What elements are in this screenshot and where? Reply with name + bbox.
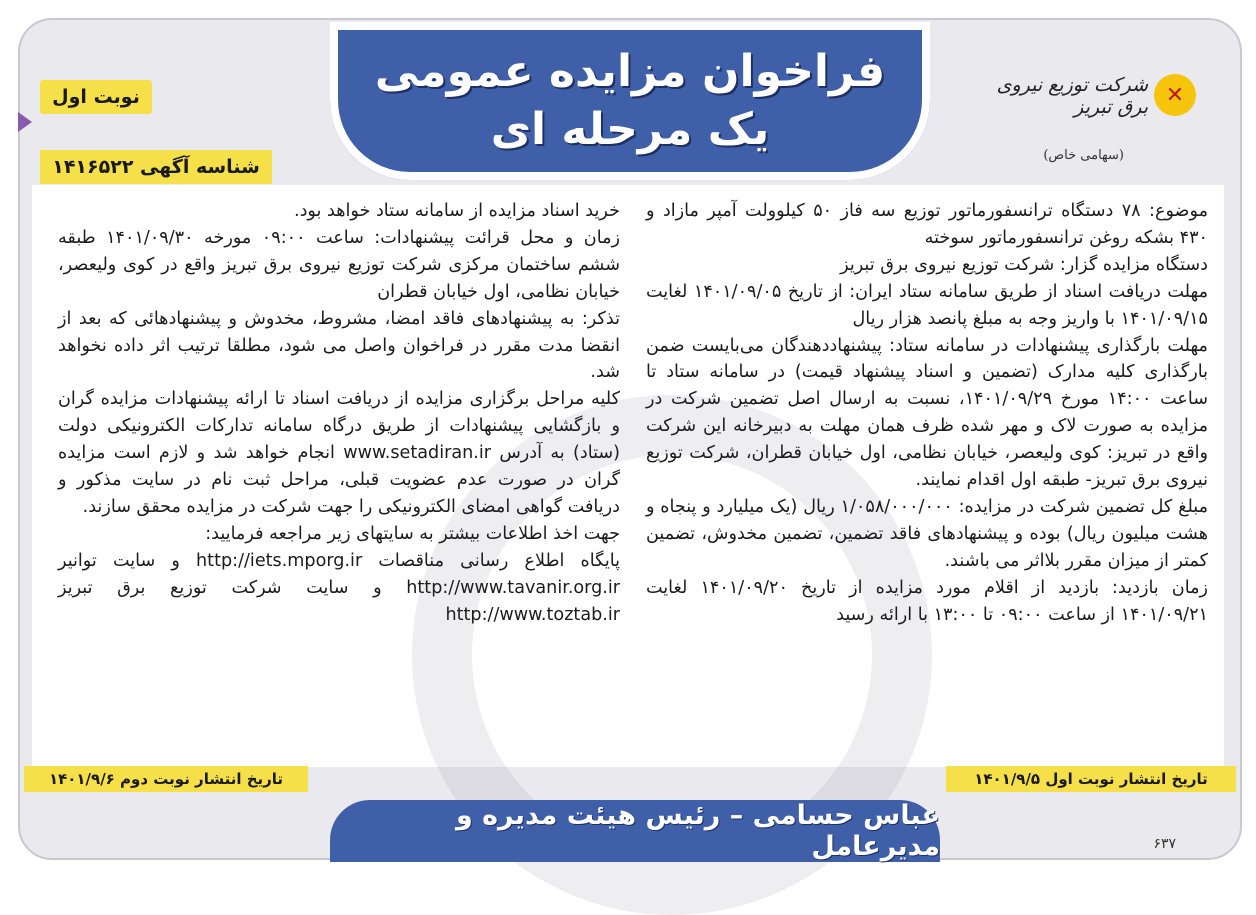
logo-company-type: (سهامی خاص)	[1043, 148, 1124, 163]
left-column	[58, 198, 620, 629]
paragraph-more-info: جهت اخذ اطلاعات بیشتر به سایتهای زیر مراجعه فرمایید:	[205, 523, 620, 544]
logo-company-name: شرکت توزیع نیروی برق تبریز	[996, 74, 1148, 118]
paragraph-websites: پایگاه اطلاع رسانی مناقصات http://iets.mporg.ir و سایت توانیر http://www.tavanir.org.ir و سایت شرکت توزیع برق تبریز http://www.toztab.ir	[58, 550, 620, 625]
paragraph-opening: زمان و محل قرائت پیشنهادات: ساعت ۰۹:۰۰ مورخه ۱۴۰۱/۰۹/۳۰ طبقه ششم ساختمان مرکزی شرکت توزیع نیروی برق تبریز واقع در کوی ولیعصر، خیابان نظامی، اول خیابان قطران	[58, 227, 620, 302]
paragraph-notice: تذکر: به پیشنهادهای فاقد امضا، مشروط، مخدوش و پیشنهادهائی که بعد از انقضا مدت مقرر در فراخوان واصل می شود، مطلقا ترتیب اثر داده نخواهد شد.	[58, 308, 620, 383]
signature-banner	[330, 800, 940, 862]
notice-id-badge: شناسه آگهی ۱۴۱۶۵۲۲	[40, 150, 272, 184]
title-line-1: فراخوان مزایده عمومی	[374, 46, 886, 97]
date-first-publication: تاریخ انتشار نوبت اول ۱۴۰۱/۹/۵	[946, 766, 1236, 792]
right-column	[646, 198, 1208, 629]
paragraph-visit-time: زمان بازدید: بازدید از اقلام مورد مزایده از تاریخ ۱۴۰۱/۰۹/۲۰ لغایت ۱۴۰۱/۰۹/۲۱ از ساعت ۰۹:۰۰ تا ۱۳:۰۰ با ارائه رسید	[646, 577, 1208, 625]
title-line-2: یک مرحله ای	[490, 104, 770, 155]
paragraph-purchase: خرید اسناد مزایده از سامانه ستاد خواهد بود.	[294, 201, 620, 221]
paragraph-subject: موضوع: ۷۸ دستگاه ترانسفورماتور توزیع سه فاز ۵۰ کیلوولت آمپر مازاد و ۴۳۰ بشکه روغن ترانسفورماتور سوخته	[646, 201, 1208, 248]
company-logo	[994, 70, 1204, 180]
paragraph-guarantee: مبلغ کل تضمین شرکت در مزایده: ۱/۰۵۸/۰۰۰/۰۰۰ ریال (یک میلیارد و پنجاه و هشت میلیون ریال) بوده و پیشنهادهای فاقد تضمین، تضمین مخدوش، تضمین کمتر از میزان مقرر بلااثر می باشند.	[646, 496, 1209, 571]
paragraph-organizer: دستگاه مزایده گزار: شرکت توزیع نیروی برق تبریز	[840, 254, 1208, 275]
date-second-publication: تاریخ انتشار نوبت دوم ۱۴۰۱/۹/۶	[24, 766, 308, 792]
paragraph-process: کلیه مراحل برگزاری مزایده از دریافت اسناد تا ارائه پیشنهادات مزایده گران و بازگشایی پیشنهادات از طریق درگاه سامانه تدارکات الکترونیکی دولت (ستاد) به آدرس www.setadiran.ir انجام خواهد شد و لازم است مزایده گران در صورت عدم عضویت قبلی، مراحل ثبت نام در سایت مذکور و دریافت گواهی امضای الکترونیکی را جهت شرکت در مزایده محقق سازند.	[58, 389, 620, 517]
paragraph-doc-deadline: مهلت دریافت اسناد از طریق سامانه ستاد ایران: از تاریخ ۱۴۰۱/۰۹/۰۵ لغایت ۱۴۰۱/۰۹/۱۵ با واریز وجه به مبلغ پانصد هزار ریال	[646, 281, 1208, 329]
signature-text: عباس حسامی – رئیس هیئت مدیره و مدیرعامل	[455, 800, 940, 862]
power-company-logo-icon: ✕	[1154, 74, 1196, 116]
title-banner	[330, 22, 930, 180]
corner-marker	[18, 112, 32, 132]
paragraph-upload-deadline: مهلت بارگذاری پیشنهادات در سامانه ستاد: پیشنهاددهندگان می‌بایست ضمن بارگذاری کلیه مدارک (تضمین و اسناد پیشنهاد قیمت) در سامانه ستاد تا ساعت ۱۴:۰۰ مورخ ۱۴۰۱/۰۹/۲۹، نسبت به ارسال اصل تضمین شرکت در مزایده به صورت لاک و مهر شده ظرف همان مهلت به دبیرخانه این شرکت واقع در تبریز: کوی ولیعصر، خیابان نظامی، اول خیابان قطران، شرکت توزیع نیروی برق تبریز- طبقه اول اقدام نمایند.	[646, 335, 1209, 491]
round-badge: نوبت اول	[40, 80, 152, 114]
page-number: ۶۳۷	[1153, 836, 1176, 852]
